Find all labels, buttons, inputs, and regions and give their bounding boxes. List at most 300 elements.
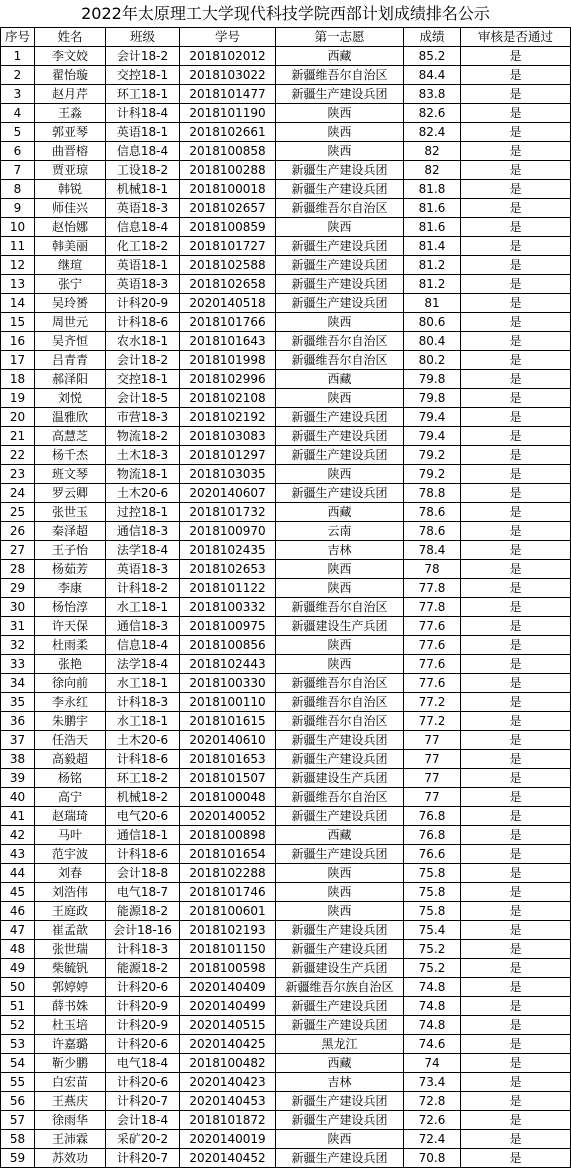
cell-score: 74.8 [404,978,461,997]
table-row [1,313,571,332]
cell-name: 赵瑞琦 [35,807,106,826]
cell-index: 20 [1,408,35,427]
cell-score: 79.2 [404,446,461,465]
cell-score: 77.6 [404,636,461,655]
cell-index: 57 [1,1111,35,1130]
cell-class: 计科18-6 [106,750,180,769]
cell-approved: 是 [461,978,571,997]
cell-index: 41 [1,807,35,826]
header-first-choice: 第一志愿 [276,28,404,47]
header-score: 成绩 [404,28,461,47]
table-row [1,902,571,921]
cell-index: 55 [1,1073,35,1092]
cell-index: 5 [1,123,35,142]
cell-score: 84.4 [404,66,461,85]
cell-class: 水工18-1 [106,712,180,731]
cell-name: 韩锐 [35,180,106,199]
cell-approved: 是 [461,123,571,142]
cell-name: 杨铭 [35,769,106,788]
cell-approved: 是 [461,446,571,465]
table-row [1,142,571,161]
cell-first-choice: 新疆维吾尔自治区 [276,598,404,617]
header-name: 姓名 [35,28,106,47]
cell-approved: 是 [461,199,571,218]
cell-approved: 是 [461,1016,571,1035]
cell-approved: 是 [461,427,571,446]
cell-first-choice: 新疆维吾尔自治区 [276,332,404,351]
header-index: 序号 [1,28,35,47]
cell-score: 80.2 [404,351,461,370]
table-row [1,826,571,845]
cell-class: 土木20-6 [106,731,180,750]
cell-approved: 是 [461,1149,571,1168]
cell-student-id: 2018101643 [180,332,276,351]
cell-index: 35 [1,693,35,712]
cell-approved: 是 [461,1054,571,1073]
cell-first-choice: 吉林 [276,1073,404,1092]
table-row [1,465,571,484]
cell-name: 杜雨柔 [35,636,106,655]
cell-class: 计科20-9 [106,294,180,313]
cell-first-choice: 新疆生产建设兵团 [276,275,404,294]
cell-index: 53 [1,1035,35,1054]
cell-student-id: 2018102588 [180,256,276,275]
cell-first-choice: 新疆建设生产兵团 [276,769,404,788]
cell-student-id: 2020140452 [180,1149,276,1168]
table-row [1,978,571,997]
table-row [1,636,571,655]
cell-class: 工设18-2 [106,161,180,180]
cell-class: 能源18-2 [106,959,180,978]
cell-approved: 是 [461,408,571,427]
cell-approved: 是 [461,1092,571,1111]
cell-approved: 是 [461,351,571,370]
cell-score: 75.2 [404,940,461,959]
cell-class: 会计18-5 [106,389,180,408]
cell-approved: 是 [461,921,571,940]
cell-student-id: 2018103035 [180,465,276,484]
cell-class: 机械18-2 [106,788,180,807]
cell-name: 赵怡娜 [35,218,106,237]
cell-first-choice: 新疆生产建设兵团 [276,408,404,427]
cell-first-choice: 新疆生产建设兵团 [276,845,404,864]
cell-score: 81 [404,294,461,313]
table-row [1,807,571,826]
table-row [1,674,571,693]
cell-index: 30 [1,598,35,617]
cell-approved: 是 [461,655,571,674]
cell-first-choice: 黑龙江 [276,1035,404,1054]
cell-class: 计科18-2 [106,579,180,598]
cell-name: 秦泽超 [35,522,106,541]
cell-name: 范宇波 [35,845,106,864]
table-row [1,883,571,902]
cell-score: 82.6 [404,104,461,123]
cell-first-choice: 新疆生产建设兵团 [276,427,404,446]
cell-first-choice: 新疆维吾尔自治区 [276,199,404,218]
cell-approved: 是 [461,180,571,199]
cell-index: 25 [1,503,35,522]
cell-score: 77.6 [404,617,461,636]
cell-first-choice: 新疆维吾尔自治区 [276,66,404,85]
cell-class: 会计18-2 [106,351,180,370]
cell-class: 农水18-1 [106,332,180,351]
cell-name: 李永红 [35,693,106,712]
cell-approved: 是 [461,598,571,617]
cell-first-choice: 陕西 [276,864,404,883]
cell-name: 继瑄 [35,256,106,275]
cell-approved: 是 [461,332,571,351]
cell-name: 许天保 [35,617,106,636]
cell-approved: 是 [461,104,571,123]
cell-index: 54 [1,1054,35,1073]
cell-score: 77.2 [404,712,461,731]
cell-student-id: 2018101732 [180,503,276,522]
cell-student-id: 2018100598 [180,959,276,978]
cell-student-id: 2018100856 [180,636,276,655]
header-approved: 审核是否通过 [461,28,571,47]
cell-index: 58 [1,1130,35,1149]
cell-approved: 是 [461,256,571,275]
table-row [1,750,571,769]
cell-name: 柴毓钒 [35,959,106,978]
cell-class: 计科20-9 [106,997,180,1016]
cell-index: 52 [1,1016,35,1035]
table-row [1,655,571,674]
cell-score: 77.8 [404,598,461,617]
cell-name: 温雅欣 [35,408,106,427]
table-row [1,275,571,294]
cell-first-choice: 陕西 [276,142,404,161]
cell-first-choice: 陕西 [276,123,404,142]
cell-score: 72.4 [404,1130,461,1149]
cell-student-id: 2018100970 [180,522,276,541]
cell-student-id: 2018100482 [180,1054,276,1073]
cell-approved: 是 [461,693,571,712]
cell-student-id: 2018100110 [180,693,276,712]
cell-first-choice: 陕西 [276,389,404,408]
table-row [1,1016,571,1035]
cell-score: 82 [404,142,461,161]
table-row [1,484,571,503]
cell-first-choice: 新疆生产建设兵团 [276,1092,404,1111]
cell-name: 高宁 [35,788,106,807]
cell-name: 刘悦 [35,389,106,408]
cell-student-id: 2018102192 [180,408,276,427]
cell-index: 36 [1,712,35,731]
table-row [1,522,571,541]
cell-score: 81.2 [404,275,461,294]
cell-first-choice: 新疆维吾尔自治区 [276,712,404,731]
cell-approved: 是 [461,237,571,256]
cell-index: 22 [1,446,35,465]
cell-index: 44 [1,864,35,883]
cell-name: 曲晋榕 [35,142,106,161]
cell-student-id: 2018101654 [180,845,276,864]
table-row [1,541,571,560]
cell-index: 19 [1,389,35,408]
cell-student-id: 2020140515 [180,1016,276,1035]
cell-approved: 是 [461,66,571,85]
table-row [1,180,571,199]
cell-name: 张世玉 [35,503,106,522]
table-row [1,389,571,408]
cell-student-id: 2020140453 [180,1092,276,1111]
cell-first-choice: 陕西 [276,636,404,655]
cell-class: 英语18-1 [106,123,180,142]
cell-score: 74.8 [404,1016,461,1035]
cell-approved: 是 [461,579,571,598]
cell-first-choice: 吉林 [276,541,404,560]
table-row [1,769,571,788]
cell-class: 电气18-4 [106,1054,180,1073]
cell-score: 76.8 [404,826,461,845]
cell-student-id: 2018101766 [180,313,276,332]
cell-name: 班文琴 [35,465,106,484]
table-row [1,161,571,180]
cell-index: 6 [1,142,35,161]
cell-name: 韩美丽 [35,237,106,256]
cell-first-choice: 陕西 [276,883,404,902]
cell-class: 英语18-3 [106,275,180,294]
cell-name: 王淼 [35,104,106,123]
cell-name: 周世元 [35,313,106,332]
cell-index: 43 [1,845,35,864]
cell-student-id: 2018102012 [180,47,276,66]
cell-student-id: 2018102435 [180,541,276,560]
cell-name: 翟怡璇 [35,66,106,85]
cell-score: 70.8 [404,1149,461,1168]
table-row [1,864,571,883]
cell-score: 78.6 [404,522,461,541]
table-row [1,959,571,978]
cell-score: 81.6 [404,218,461,237]
cell-approved: 是 [461,674,571,693]
cell-approved: 是 [461,1111,571,1130]
cell-approved: 是 [461,959,571,978]
cell-class: 机械18-1 [106,180,180,199]
cell-first-choice: 新疆生产建设兵团 [276,484,404,503]
cell-approved: 是 [461,769,571,788]
cell-class: 电气20-6 [106,807,180,826]
table-row [1,712,571,731]
cell-student-id: 2018102108 [180,389,276,408]
cell-name: 许嘉璐 [35,1035,106,1054]
cell-first-choice: 新疆生产建设兵团 [276,921,404,940]
table-row [1,1092,571,1111]
cell-first-choice: 新疆生产建设兵团 [276,731,404,750]
cell-first-choice: 新疆生产建设兵团 [276,85,404,104]
cell-student-id: 2018100048 [180,788,276,807]
cell-score: 77.6 [404,655,461,674]
cell-class: 计科20-6 [106,1035,180,1054]
cell-class: 化工18-2 [106,237,180,256]
cell-index: 2 [1,66,35,85]
cell-index: 11 [1,237,35,256]
cell-name: 吴玲赟 [35,294,106,313]
table-row [1,1073,571,1092]
cell-class: 计科20-6 [106,1073,180,1092]
cell-first-choice: 新疆生产建设兵团 [276,1016,404,1035]
cell-class: 采矿20-2 [106,1130,180,1149]
cell-score: 81.2 [404,256,461,275]
cell-name: 靳少鹏 [35,1054,106,1073]
table-row [1,1054,571,1073]
cell-name: 刘浩伟 [35,883,106,902]
cell-name: 郝泽阳 [35,370,106,389]
cell-index: 31 [1,617,35,636]
cell-name: 师佳兴 [35,199,106,218]
cell-score: 79.4 [404,408,461,427]
cell-first-choice: 新疆维吾尔自治区 [276,351,404,370]
cell-index: 1 [1,47,35,66]
cell-index: 15 [1,313,35,332]
cell-index: 29 [1,579,35,598]
cell-student-id: 2018101872 [180,1111,276,1130]
header-class: 班级 [106,28,180,47]
cell-index: 4 [1,104,35,123]
cell-class: 土木18-3 [106,446,180,465]
cell-student-id: 2020140518 [180,294,276,313]
cell-student-id: 2018101507 [180,769,276,788]
document-title: 2022年太原理工大学现代科技学院西部计划成绩排名公示 [81,4,490,23]
cell-first-choice: 新疆生产建设兵团 [276,161,404,180]
table-row [1,85,571,104]
cell-name: 郭亚琴 [35,123,106,142]
cell-first-choice: 新疆生产建设兵团 [276,997,404,1016]
header-student-id: 学号 [180,28,276,47]
cell-approved: 是 [461,1073,571,1092]
cell-class: 通信18-1 [106,826,180,845]
cell-score: 82 [404,161,461,180]
cell-class: 计科18-3 [106,940,180,959]
cell-student-id: 2018100898 [180,826,276,845]
table-row [1,446,571,465]
cell-score: 81.8 [404,180,461,199]
table-row [1,579,571,598]
cell-first-choice: 陕西 [276,104,404,123]
cell-approved: 是 [461,47,571,66]
cell-name: 郭婷婷 [35,978,106,997]
cell-approved: 是 [461,617,571,636]
cell-approved: 是 [461,845,571,864]
cell-student-id: 2018101297 [180,446,276,465]
cell-index: 18 [1,370,35,389]
cell-score: 74.6 [404,1035,461,1054]
table-row [1,560,571,579]
cell-name: 杨茹芳 [35,560,106,579]
cell-index: 32 [1,636,35,655]
cell-approved: 是 [461,1130,571,1149]
cell-student-id: 2018101615 [180,712,276,731]
cell-score: 78 [404,560,461,579]
table-row [1,237,571,256]
cell-index: 9 [1,199,35,218]
cell-class: 英语18-3 [106,560,180,579]
cell-first-choice: 新疆建设生产兵团 [276,617,404,636]
cell-score: 79.2 [404,465,461,484]
cell-class: 信息18-4 [106,218,180,237]
cell-name: 崔孟歆 [35,921,106,940]
cell-student-id: 2018100859 [180,218,276,237]
cell-class: 计科18-4 [106,104,180,123]
cell-student-id: 2018102996 [180,370,276,389]
cell-class: 通信18-3 [106,522,180,541]
cell-student-id: 2020140019 [180,1130,276,1149]
cell-student-id: 2020140425 [180,1035,276,1054]
cell-score: 78.6 [404,503,461,522]
cell-index: 47 [1,921,35,940]
cell-first-choice: 新疆生产建设兵团 [276,180,404,199]
cell-index: 40 [1,788,35,807]
cell-student-id: 2018102443 [180,655,276,674]
cell-name: 王庭政 [35,902,106,921]
cell-score: 75.8 [404,864,461,883]
cell-class: 计科18-6 [106,845,180,864]
cell-name: 高毅超 [35,750,106,769]
cell-class: 交控18-1 [106,370,180,389]
cell-student-id: 2018100601 [180,902,276,921]
cell-name: 贾亚琼 [35,161,106,180]
cell-student-id: 2018100858 [180,142,276,161]
table-row [1,1111,571,1130]
cell-student-id: 2018100975 [180,617,276,636]
cell-name: 徐向前 [35,674,106,693]
table-row [1,332,571,351]
table-row [1,66,571,85]
cell-first-choice: 陕西 [276,313,404,332]
cell-score: 77 [404,788,461,807]
cell-score: 77.8 [404,579,461,598]
cell-index: 7 [1,161,35,180]
table-row [1,997,571,1016]
cell-score: 77.6 [404,674,461,693]
cell-name: 任浩天 [35,731,106,750]
cell-class: 会计18-16 [106,921,180,940]
cell-approved: 是 [461,218,571,237]
cell-class: 水工18-1 [106,598,180,617]
cell-student-id: 2018101190 [180,104,276,123]
cell-student-id: 2018100018 [180,180,276,199]
cell-student-id: 2020140423 [180,1073,276,1092]
cell-approved: 是 [461,503,571,522]
cell-first-choice: 新疆维吾尔自治区 [276,674,404,693]
cell-index: 13 [1,275,35,294]
cell-score: 77 [404,769,461,788]
cell-score: 79.8 [404,389,461,408]
cell-student-id: 2018101746 [180,883,276,902]
cell-first-choice: 陕西 [276,902,404,921]
cell-student-id: 2018100330 [180,674,276,693]
table-row [1,294,571,313]
cell-approved: 是 [461,1035,571,1054]
cell-first-choice: 新疆生产建设兵团 [276,807,404,826]
table-row [1,47,571,66]
cell-first-choice: 西藏 [276,370,404,389]
cell-class: 英语18-3 [106,199,180,218]
cell-index: 8 [1,180,35,199]
cell-index: 42 [1,826,35,845]
cell-name: 罗云卿 [35,484,106,503]
cell-approved: 是 [461,788,571,807]
table-row [1,351,571,370]
cell-approved: 是 [461,731,571,750]
cell-class: 电气18-7 [106,883,180,902]
cell-class: 信息18-4 [106,142,180,161]
cell-student-id: 2018103083 [180,427,276,446]
cell-approved: 是 [461,389,571,408]
table-row [1,256,571,275]
